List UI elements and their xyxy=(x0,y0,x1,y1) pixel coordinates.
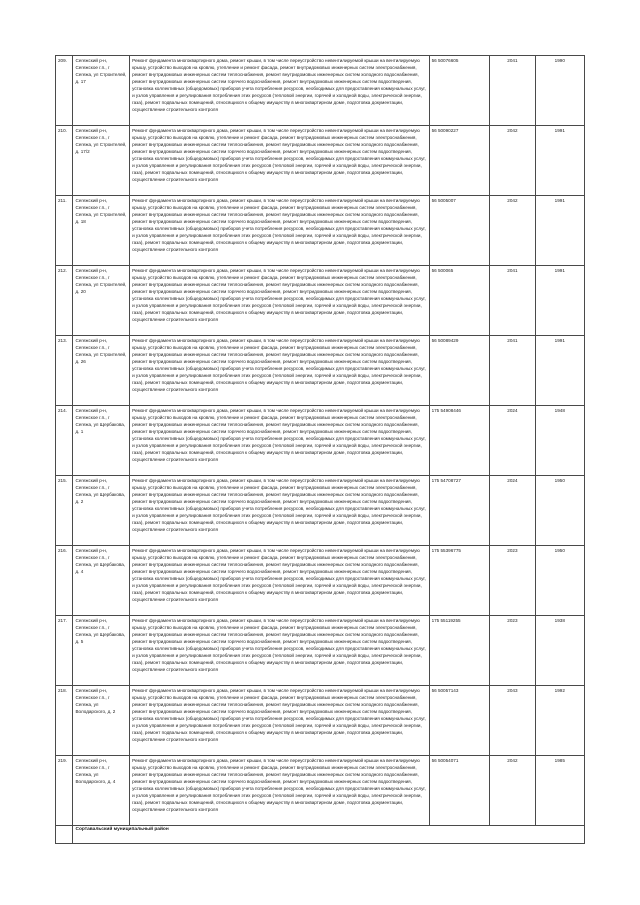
house-address: Сегежский р-н, Сегежское г.п., г Сегежа, ул Строителей, д. 17/2 xyxy=(73,126,130,196)
work-description: Ремонт фундамента многоквартирного дома, ремонт крыши, в том числе переустройство невентилируемой крыши на вентилируемую крышу, устройство выходов на кровлю, утепление и ремонт фасада, ремонт внутридомовых инженерных систем электроснабжения, ремонт внутридомовых инженерных систем теплоснабжения, ремонт внутридомовых инженерных систем холодного водоснабжения, ремонт внутридомовых инженерных систем горячего водоснабжения, ремонт внутридомовых инженерных систем водоотведения, установка коллективных (общедомовых) приборов учета потребления ресурсов, необходимых для предоставления коммунальных услуг, и узлов управления и регулирования потребления этих ресурсов (тепловой энергии, горячей и холодной воды, электрической энергии, газа), ремонт подвальных помещений, относящихся к общему имуществу в многоквартирном доме, подготовка документации, осуществление строительного контроля xyxy=(130,266,429,336)
build-year: 1992 xyxy=(535,686,584,756)
house-address: Сегежский р-н, Сегежское г.п., г Сегежа, ул Щербакова, д. 1 xyxy=(73,406,130,476)
completion-year: 2023 xyxy=(490,616,535,686)
table-row xyxy=(56,56,585,126)
build-year: 1938 xyxy=(535,616,584,686)
row-number: 209. xyxy=(56,56,73,126)
table-row xyxy=(56,336,585,406)
register-body xyxy=(56,56,585,844)
table-row xyxy=(56,196,585,266)
row-number: 211. xyxy=(56,196,73,266)
build-year: 1991 xyxy=(535,126,584,196)
work-cost: 56 5005007 xyxy=(429,196,490,266)
row-number: 210. xyxy=(56,126,73,196)
house-address: Сегежский р-н, Сегежское г.п., г Сегежа, ул Щербакова, д. 5 xyxy=(73,616,130,686)
work-description: Ремонт фундамента многоквартирного дома, ремонт крыши, в том числе переустройство невентилируемой крыши на вентилируемую крышу, устройство выходов на кровлю, утепление и ремонт фасада, ремонт внутридомовых инженерных систем электроснабжения, ремонт внутридомовых инженерных систем теплоснабжения, ремонт внутридомовых инженерных систем холодного водоснабжения, ремонт внутридомовых инженерных систем горячего водоснабжения, ремонт внутридомовых инженерных систем водоотведения, установка коллективных (общедомовых) приборов учета потребления ресурсов, необходимых для предоставления коммунальных услуг, и узлов управления и регулирования потребления этих ресурсов (тепловой энергии, горячей и холодной воды, электрической энергии, газа), ремонт подвальных помещений, относящихся к общему имуществу в многоквартирном доме, подготовка документации, осуществление строительного контроля xyxy=(130,686,429,756)
row-number: 215. xyxy=(56,476,73,546)
section-title: Сортавальский муниципальный район xyxy=(73,826,585,844)
work-description: Ремонт фундамента многоквартирного дома, ремонт крыши, в том числе переустройство невентилируемой крыши на вентилируемую крышу, устройство выходов на кровлю, утепление и ремонт фасада, ремонт внутридомовых инженерных систем электроснабжения, ремонт внутридомовых инженерных систем теплоснабжения, ремонт внутридомовых инженерных систем холодного водоснабжения, ремонт внутридомовых инженерных систем горячего водоснабжения, ремонт внутридомовых инженерных систем водоотведения, установка коллективных (общедомовых) приборов учета потребления ресурсов, необходимых для предоставления коммунальных услуг, и узлов управления и регулирования потребления этих ресурсов (тепловой энергии, горячей и холодной воды, электрической энергии, газа), ремонт подвальных помещений, относящихся к общему имуществу в многоквартирном доме, подготовка документации, осуществление строительного контроля xyxy=(130,126,429,196)
build-year: 1991 xyxy=(535,196,584,266)
work-description: Ремонт фундамента многоквартирного дома, ремонт крыши, в том числе переустройство невентилируемой крыши на вентилируемую крышу, устройство выходов на кровлю, утепление и ремонт фасада, ремонт внутридомовых инженерных систем электроснабжения, ремонт внутридомовых инженерных систем теплоснабжения, ремонт внутридомовых инженерных систем холодного водоснабжения, ремонт внутридомовых инженерных систем горячего водоснабжения, ремонт внутридомовых инженерных систем водоотведения, установка коллективных (общедомовых) приборов учета потребления ресурсов, необходимых для предоставления коммунальных услуг, и узлов управления и регулирования потребления этих ресурсов (тепловой энергии, горячей и холодной воды, электрической энергии, газа), ремонт подвальных помещений, относящихся к общему имуществу в многоквартирном доме, подготовка документации, осуществление строительного контроля xyxy=(130,406,429,476)
house-address: Сегежский р-н, Сегежское г.п., г Сегежа, ул Строителей, д. 26 xyxy=(73,336,130,406)
row-number: 214. xyxy=(56,406,73,476)
work-cost: 56 500065 xyxy=(429,266,490,336)
work-cost: 175 54708727 xyxy=(429,476,490,546)
work-cost: 56 50089429 xyxy=(429,336,490,406)
work-cost: 175 54908446 xyxy=(429,406,490,476)
table-row xyxy=(56,546,585,616)
build-year: 1991 xyxy=(535,336,584,406)
completion-year: 2024 xyxy=(490,476,535,546)
work-cost: 56 50090227 xyxy=(429,126,490,196)
table-row xyxy=(56,266,585,336)
completion-year: 2023 xyxy=(490,546,535,616)
table-row xyxy=(56,616,585,686)
work-description: Ремонт фундамента многоквартирного дома, ремонт крыши, в том числе переустройство невентилируемой крыши на вентилируемую крышу, устройство выходов на кровлю, утепление и ремонт фасада, ремонт внутридомовых инженерных систем электроснабжения, ремонт внутридомовых инженерных систем теплоснабжения, ремонт внутридомовых инженерных систем холодного водоснабжения, ремонт внутридомовых инженерных систем горячего водоснабжения, ремонт внутридомовых инженерных систем водоотведения, установка коллективных (общедомовых) приборов учета потребления ресурсов, необходимых для предоставления коммунальных услуг, и узлов управления и регулирования потребления этих ресурсов (тепловой энергии, горячей и холодной воды, электрической энергии, газа), ремонт подвальных помещений, относящихся к общему имуществу в многоквартирном доме, подготовка документации, осуществление строительного контроля xyxy=(130,546,429,616)
completion-year: 2042 xyxy=(490,126,535,196)
work-description: Ремонт фундамента многоквартирного дома, ремонт крыши, в том числе переустройство невентилируемой крыши на вентилируемую крышу, устройство выходов на кровлю, утепление и ремонт фасада, ремонт внутридомовых инженерных систем электроснабжения, ремонт внутридомовых инженерных систем теплоснабжения, ремонт внутридомовых инженерных систем холодного водоснабжения, ремонт внутридомовых инженерных систем горячего водоснабжения, ремонт внутридомовых инженерных систем водоотведения, установка коллективных (общедомовых) приборов учета потребления ресурсов, необходимых для предоставления коммунальных услуг, и узлов управления и регулирования потребления этих ресурсов (тепловой энергии, горячей и холодной воды, электрической энергии, газа), ремонт подвальных помещений, относящихся к общему имуществу в многоквартирном доме, подготовка документации, осуществление строительного контроля xyxy=(130,56,429,126)
section-row xyxy=(56,826,585,844)
work-description: Ремонт фундамента многоквартирного дома, ремонт крыши, в том числе переустройство невентилируемой крыши на вентилируемую крышу, устройство выходов на кровлю, утепление и ремонт фасада, ремонт внутридомовых инженерных систем электроснабжения, ремонт внутридомовых инженерных систем теплоснабжения, ремонт внутридомовых инженерных систем холодного водоснабжения, ремонт внутридомовых инженерных систем горячего водоснабжения, ремонт внутридомовых инженерных систем водоотведения, установка коллективных (общедомовых) приборов учета потребления ресурсов, необходимых для предоставления коммунальных услуг, и узлов управления и регулирования потребления этих ресурсов (тепловой энергии, горячей и холодной воды, электрической энергии, газа), ремонт подвальных помещений, относящихся к общему имуществу в многоквартирном доме, подготовка документации, осуществление строительного контроля xyxy=(130,756,429,826)
completion-year: 2041 xyxy=(490,336,535,406)
table-row xyxy=(56,476,585,546)
completion-year: 2041 xyxy=(490,56,535,126)
section-empty-cell xyxy=(56,826,73,844)
work-cost: 175 55119255 xyxy=(429,616,490,686)
work-description: Ремонт фундамента многоквартирного дома, ремонт крыши, в том числе переустройство невентилируемой крыши на вентилируемую крышу, устройство выходов на кровлю, утепление и ремонт фасада, ремонт внутридомовых инженерных систем электроснабжения, ремонт внутридомовых инженерных систем теплоснабжения, ремонт внутридомовых инженерных систем холодного водоснабжения, ремонт внутридомовых инженерных систем горячего водоснабжения, ремонт внутридомовых инженерных систем водоотведения, установка коллективных (общедомовых) приборов учета потребления ресурсов, необходимых для предоставления коммунальных услуг, и узлов управления и регулирования потребления этих ресурсов (тепловой энергии, горячей и холодной воды, электрической энергии, газа), ремонт подвальных помещений, относящихся к общему имуществу в многоквартирном доме, подготовка документации, осуществление строительного контроля xyxy=(130,196,429,266)
row-number: 219. xyxy=(56,756,73,826)
table-row xyxy=(56,126,585,196)
build-year: 1991 xyxy=(535,266,584,336)
house-address: Сегежский р-н, Сегежское г.п., г Сегежа, ул Володарского, д. 2 xyxy=(73,686,130,756)
row-number: 218. xyxy=(56,686,73,756)
completion-year: 2041 xyxy=(490,266,535,336)
house-address: Сегежский р-н, Сегежское г.п., г Сегежа, ул Строителей, д. 20 xyxy=(73,266,130,336)
build-year: 1948 xyxy=(535,406,584,476)
work-description: Ремонт фундамента многоквартирного дома, ремонт крыши, в том числе переустройство невентилируемой крыши на вентилируемую крышу, устройство выходов на кровлю, утепление и ремонт фасада, ремонт внутридомовых инженерных систем электроснабжения, ремонт внутридомовых инженерных систем теплоснабжения, ремонт внутридомовых инженерных систем холодного водоснабжения, ремонт внутридомовых инженерных систем горячего водоснабжения, ремонт внутридомовых инженерных систем водоотведения, установка коллективных (общедомовых) приборов учета потребления ресурсов, необходимых для предоставления коммунальных услуг, и узлов управления и регулирования потребления этих ресурсов (тепловой энергии, горячей и холодной воды, электрической энергии, газа), ремонт подвальных помещений, относящихся к общему имуществу в многоквартирном доме, подготовка документации, осуществление строительного контроля xyxy=(130,476,429,546)
table-row xyxy=(56,406,585,476)
work-cost: 175 55396775 xyxy=(429,546,490,616)
register-page xyxy=(55,55,585,844)
house-address: Сегежский р-н, Сегежское г.п., г Сегежа, ул Щербакова, д. 4 xyxy=(73,546,130,616)
house-address: Сегежский р-н, Сегежское г.п., г Сегежа, ул Строителей, д. 17 xyxy=(73,56,130,126)
work-cost: 56 50057143 xyxy=(429,686,490,756)
build-year: 1985 xyxy=(535,756,584,826)
work-cost: 56 50054071 xyxy=(429,756,490,826)
housing-register-table xyxy=(55,55,585,844)
row-number: 217. xyxy=(56,616,73,686)
completion-year: 2024 xyxy=(490,406,535,476)
house-address: Сегежский р-н, Сегежское г.п., г Сегежа, ул Володарского, д. 4 xyxy=(73,756,130,826)
house-address: Сегежский р-н, Сегежское г.п., г Сегежа, ул Щербакова, д. 2 xyxy=(73,476,130,546)
build-year: 1950 xyxy=(535,546,584,616)
table-row xyxy=(56,686,585,756)
build-year: 1990 xyxy=(535,56,584,126)
completion-year: 2042 xyxy=(490,756,535,826)
work-description: Ремонт фундамента многоквартирного дома, ремонт крыши, в том числе переустройство невентилируемой крыши на вентилируемую крышу, устройство выходов на кровлю, утепление и ремонт фасада, ремонт внутридомовых инженерных систем электроснабжения, ремонт внутридомовых инженерных систем теплоснабжения, ремонт внутридомовых инженерных систем холодного водоснабжения, ремонт внутридомовых инженерных систем горячего водоснабжения, ремонт внутридомовых инженерных систем водоотведения, установка коллективных (общедомовых) приборов учета потребления ресурсов, необходимых для предоставления коммунальных услуг, и узлов управления и регулирования потребления этих ресурсов (тепловой энергии, горячей и холодной воды, электрической энергии, газа), ремонт подвальных помещений, относящихся к общему имуществу в многоквартирном доме, подготовка документации, осуществление строительного контроля xyxy=(130,336,429,406)
row-number: 212. xyxy=(56,266,73,336)
row-number: 216. xyxy=(56,546,73,616)
completion-year: 2043 xyxy=(490,686,535,756)
house-address: Сегежский р-н, Сегежское г.п., г Сегежа, ул Строителей, д. 18 xyxy=(73,196,130,266)
row-number: 213. xyxy=(56,336,73,406)
work-description: Ремонт фундамента многоквартирного дома, ремонт крыши, в том числе переустройство невентилируемой крыши на вентилируемую крышу, устройство выходов на кровлю, утепление и ремонт фасада, ремонт внутридомовых инженерных систем электроснабжения, ремонт внутридомовых инженерных систем теплоснабжения, ремонт внутридомовых инженерных систем холодного водоснабжения, ремонт внутридомовых инженерных систем горячего водоснабжения, ремонт внутридомовых инженерных систем водоотведения, установка коллективных (общедомовых) приборов учета потребления ресурсов, необходимых для предоставления коммунальных услуг, и узлов управления и регулирования потребления этих ресурсов (тепловой энергии, горячей и холодной воды, электрической энергии, газа), ремонт подвальных помещений, относящихся к общему имуществу в многоквартирном доме, подготовка документации, осуществление строительного контроля xyxy=(130,616,429,686)
work-cost: 56 50076605 xyxy=(429,56,490,126)
completion-year: 2042 xyxy=(490,196,535,266)
table-row xyxy=(56,756,585,826)
build-year: 1950 xyxy=(535,476,584,546)
